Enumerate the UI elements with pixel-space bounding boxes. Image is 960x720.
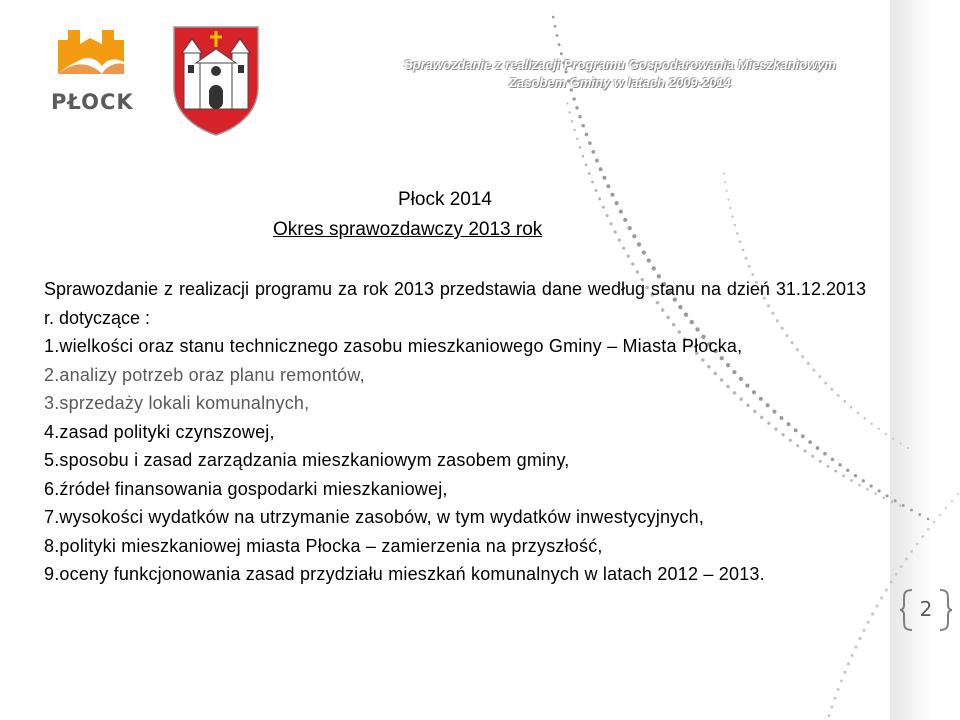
title-line-1: Płock 2014 — [397, 189, 492, 210]
logo-text: PŁOCK — [51, 90, 134, 114]
decorative-dot — [883, 497, 885, 499]
decorative-dot — [560, 52, 563, 55]
decorative-dot — [837, 688, 840, 691]
decorative-dot — [907, 447, 909, 449]
decorative-dot — [595, 159, 599, 163]
decorative-dot — [585, 133, 589, 137]
decorative-dot — [572, 97, 575, 100]
decorative-dot — [739, 240, 742, 243]
decorative-dot — [631, 262, 634, 265]
decorative-dot — [905, 558, 908, 561]
decorative-dot — [588, 172, 591, 175]
decorative-dot — [933, 521, 935, 523]
decorative-dot — [891, 501, 893, 503]
decorative-dot — [581, 124, 585, 128]
decorative-dot — [724, 181, 726, 183]
decorative-dot — [871, 612, 874, 615]
decorative-dot — [878, 489, 881, 492]
decorative-dot — [585, 163, 588, 166]
decorative-dot — [910, 509, 913, 512]
list-item-7: 7.wysokości wydatków na utrzymanie zasobów, w tym wydatków inwestycyjnych, — [44, 507, 705, 527]
decorative-dot — [870, 484, 873, 487]
decorative-dot — [910, 550, 913, 553]
list-item-9: 9.oceny funkcjonowania zasad przydziału mieszkań komunalnych w latach 2012 – 2013. — [44, 564, 765, 584]
list-item-5: 5.sposobu i zasad zarządzania mieszkaniowym zasobem gminy, — [44, 450, 570, 470]
decorative-dot — [573, 129, 575, 131]
decorative-dot — [939, 514, 941, 516]
decorative-dot — [847, 662, 850, 665]
decorative-dot — [902, 504, 905, 507]
decorative-dot — [734, 224, 737, 227]
decorative-dot — [627, 254, 630, 257]
decorative-dot — [870, 423, 872, 425]
decorative-dot — [957, 493, 959, 495]
decorative-dot — [840, 679, 843, 682]
decorative-dot — [830, 705, 833, 708]
title-line-2: Okres sprawozdawczy 2013 rok — [273, 219, 543, 240]
decorative-dot — [723, 173, 725, 175]
decorative-dot — [610, 222, 613, 225]
list-item-6: 6.źródeł finansowania gospodarki mieszkaniowej, — [44, 478, 448, 499]
decorative-dot — [880, 596, 883, 599]
decorative-dot — [900, 442, 902, 444]
decorative-dot — [588, 141, 592, 145]
decorative-dot — [742, 249, 745, 252]
decorative-dot — [569, 111, 571, 113]
decorative-dot — [591, 150, 595, 154]
decorative-dot — [878, 428, 880, 430]
decorative-dot — [900, 565, 903, 568]
decorative-dot — [854, 645, 857, 648]
crest-icon — [172, 25, 260, 137]
decorative-dot — [731, 215, 733, 217]
decorative-dot — [618, 238, 621, 241]
decorative-dot — [866, 488, 868, 490]
decorative-dot — [579, 146, 582, 149]
decorative-dot — [571, 120, 573, 122]
decorative-dot — [602, 176, 606, 180]
decorative-dot — [918, 513, 921, 516]
decorative-dot — [833, 697, 836, 700]
decorative-dot — [642, 250, 646, 254]
decorative-dot — [894, 499, 897, 502]
decorative-dot — [874, 492, 876, 494]
decorative-dot — [745, 257, 748, 260]
decorative-dot — [862, 629, 865, 632]
decorative-dot — [628, 226, 632, 230]
decorative-dot — [566, 102, 568, 104]
decorative-dot — [886, 494, 889, 497]
decorative-dot — [867, 621, 870, 624]
decorative-dot — [576, 138, 578, 140]
decorative-dot — [636, 270, 639, 273]
decorative-dot — [575, 106, 578, 109]
decorative-dot — [582, 155, 585, 158]
decorative-dot — [606, 214, 609, 217]
decorative-dot — [851, 654, 854, 657]
decorative-dot — [895, 573, 898, 576]
decorative-dot — [885, 433, 887, 435]
decorative-dot — [843, 671, 846, 674]
decorative-dot — [899, 504, 901, 506]
header-title-line-1: Sprawozdanie z realizacji Programu Gospodarowania Mieszkaniowym — [403, 57, 836, 72]
header-title — [370, 56, 870, 92]
decorative-dot — [921, 535, 924, 538]
decorative-dot — [556, 34, 559, 37]
body-text — [44, 275, 866, 589]
list-item-1: 1.wielkości oraz stanu technicznego zasobu mieszkaniowego Gminy – Miasta Płocka, — [44, 336, 743, 356]
intro-paragraph: Sprawozdanie z realizacji programu za rok 2013 przedstawia dane według stanu na dzień 31.12.2013 r. dotyczące : — [44, 279, 866, 328]
list-item-4: 4.zasad polityki czynszowej, — [44, 421, 275, 442]
decorative-dot — [890, 581, 893, 584]
decorative-dot — [652, 266, 656, 270]
decorative-dot — [614, 230, 617, 233]
page-number: 2 — [919, 597, 933, 621]
decorative-dot — [916, 543, 919, 546]
decorative-dot — [558, 43, 561, 46]
decorative-dot — [647, 258, 651, 262]
decorative-dot — [885, 588, 888, 591]
decorative-dot — [599, 167, 603, 171]
decorative-dot — [637, 242, 641, 246]
decorative-dot — [591, 181, 594, 184]
list-item-8: 8.polityki mieszkaniowej miasta Płocka – zamierzenia na przyszłość, — [44, 535, 603, 556]
header-title-line-2: Zasobem Gminy w latach 2009-2014 — [509, 75, 731, 90]
decorative-dot — [892, 438, 894, 440]
decorative-dot — [828, 714, 831, 717]
decorative-dot — [945, 507, 947, 509]
decorative-dot — [951, 500, 953, 502]
decorative-dot — [554, 25, 557, 28]
decorative-dot — [578, 115, 581, 118]
decorative-dot — [632, 234, 636, 238]
decorative-dot — [552, 16, 555, 19]
decorative-dot — [623, 218, 627, 222]
list-item-3: 3.sprzedaży lokali komunalnych, — [44, 393, 310, 413]
decorative-dot — [858, 637, 861, 640]
list-item-2: 2.analizy potrzeb oraz planu remontów, — [44, 364, 365, 385]
decorative-dot — [622, 246, 625, 249]
decorative-dot — [927, 528, 930, 531]
decorative-dot — [736, 232, 739, 235]
decorative-dot — [927, 518, 930, 521]
decorative-dot — [875, 604, 878, 607]
decorative-dot — [748, 265, 751, 268]
